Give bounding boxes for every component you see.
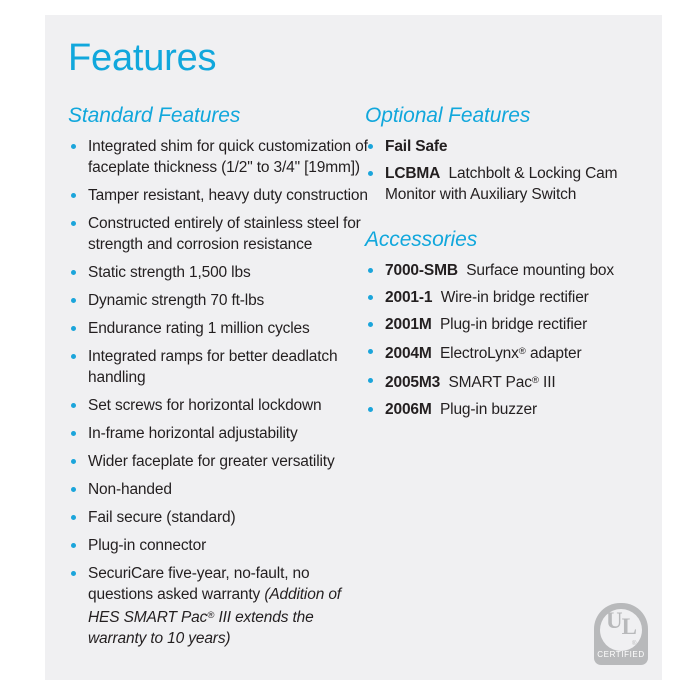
item-description: Plug-in bridge rectifier bbox=[439, 316, 588, 333]
bullet-dot-icon bbox=[71, 326, 76, 331]
list-item bbox=[68, 185, 368, 206]
list-item bbox=[365, 163, 655, 205]
list-item bbox=[365, 260, 655, 281]
list-item bbox=[68, 535, 368, 556]
item-description: Plug-in buzzer bbox=[439, 401, 537, 419]
warranty-note-after: III extends the warranty to 10 years) bbox=[88, 609, 314, 648]
bullet-dot-icon bbox=[71, 354, 76, 359]
list-item bbox=[68, 290, 368, 311]
bullet-dot-icon bbox=[368, 407, 373, 412]
optional-features-heading: Optional Features bbox=[365, 104, 531, 127]
item-code: 2001M bbox=[385, 316, 432, 333]
list-item bbox=[68, 262, 368, 283]
list-item bbox=[68, 136, 368, 178]
item-description: Wire-in bridge rectifier bbox=[440, 289, 589, 306]
item-code: 2001-1 bbox=[385, 289, 433, 306]
optional-accessories-column bbox=[365, 103, 655, 426]
item-description-before: SMART Pac bbox=[448, 374, 532, 392]
bullet-dot-icon bbox=[368, 268, 373, 273]
bullet-dot-icon bbox=[368, 171, 373, 176]
bullet-dot-icon bbox=[71, 515, 76, 520]
ul-letter-l: L bbox=[621, 614, 636, 639]
content-panel bbox=[45, 15, 662, 680]
list-item-text: Dynamic strength 70 ft-lbs bbox=[88, 292, 265, 309]
list-item bbox=[365, 341, 655, 364]
bullet-dot-icon bbox=[71, 193, 76, 198]
item-code: 2006M bbox=[385, 401, 432, 419]
list-item-text: Plug-in connector bbox=[88, 537, 207, 554]
list-item-text: Integrated shim for quick customization of faceplate thickness (1/2" to 3/4" [19mm]) bbox=[88, 138, 368, 176]
list-item bbox=[68, 479, 368, 500]
bullet-dot-icon bbox=[71, 298, 76, 303]
list-item-text: Fail secure (standard) bbox=[88, 509, 236, 526]
warranty-note-before: (Addition of HES SMART Pac bbox=[88, 586, 341, 627]
list-item bbox=[68, 451, 368, 472]
bullet-dot-icon bbox=[71, 459, 76, 464]
ul-certified-label: CERTIFIED bbox=[597, 650, 645, 659]
list-item bbox=[68, 318, 368, 339]
ul-letter-u: U bbox=[606, 608, 622, 633]
list-item bbox=[365, 370, 655, 393]
item-description-before: ElectroLynx bbox=[439, 345, 519, 363]
accessories-heading: Accessories bbox=[365, 228, 478, 251]
list-item bbox=[68, 346, 368, 388]
list-item-text: Constructed entirely of stainless steel for strength and corrosion resistance bbox=[88, 215, 361, 253]
item-code: 2005M3 bbox=[385, 374, 441, 392]
list-item bbox=[68, 423, 368, 444]
bullet-dot-icon bbox=[71, 571, 76, 576]
optional-features-list bbox=[365, 136, 655, 205]
registered-icon: ® bbox=[531, 375, 539, 387]
list-item bbox=[365, 136, 655, 157]
bullet-dot-icon bbox=[368, 378, 373, 383]
list-item bbox=[68, 395, 368, 416]
list-item-text: Non-handed bbox=[88, 481, 172, 498]
list-item bbox=[68, 507, 368, 528]
list-item-text: Tamper resistant, heavy duty construction bbox=[88, 187, 368, 204]
list-item-text: Integrated ramps for better deadlatch handling bbox=[88, 348, 338, 386]
standard-features-column bbox=[68, 103, 368, 656]
bullet-dot-icon bbox=[368, 144, 373, 149]
list-item-text: Endurance rating 1 million cycles bbox=[88, 320, 310, 337]
bullet-dot-icon bbox=[71, 487, 76, 492]
list-item-warranty bbox=[68, 563, 368, 649]
bullet-dot-icon bbox=[71, 221, 76, 226]
registered-icon: ® bbox=[518, 346, 526, 357]
list-item-text: Static strength 1,500 lbs bbox=[88, 264, 251, 281]
item-code: 7000-SMB bbox=[385, 262, 458, 279]
item-code: 2004M bbox=[385, 345, 432, 363]
standard-features-heading: Standard Features bbox=[68, 104, 241, 127]
page-title: Features bbox=[68, 37, 217, 79]
bullet-dot-icon bbox=[71, 270, 76, 275]
bullet-dot-icon bbox=[368, 322, 373, 327]
standard-features-list bbox=[68, 136, 368, 649]
bullet-dot-icon bbox=[368, 295, 373, 300]
list-item-text: Wider faceplate for greater versatility bbox=[88, 453, 335, 470]
ul-certified-logo-icon bbox=[594, 603, 648, 665]
ul-letters bbox=[594, 608, 648, 639]
item-description-after: III bbox=[538, 374, 556, 392]
ul-registered-icon: ® bbox=[632, 641, 637, 647]
item-description: Latchbolt & Locking Cam Monitor with Auxiliary Switch bbox=[385, 165, 618, 203]
list-item-text: In-frame horizontal adjustability bbox=[88, 425, 298, 442]
bullet-dot-icon bbox=[71, 543, 76, 548]
list-item bbox=[365, 399, 655, 420]
bullet-dot-icon bbox=[71, 431, 76, 436]
list-item bbox=[68, 213, 368, 255]
item-description-after: adapter bbox=[525, 345, 582, 363]
item-description: Surface mounting box bbox=[466, 262, 615, 279]
list-item bbox=[365, 314, 655, 335]
bullet-dot-icon bbox=[71, 403, 76, 408]
item-code: Fail Safe bbox=[385, 138, 448, 155]
bullet-dot-icon bbox=[368, 349, 373, 354]
bullet-dot-icon bbox=[71, 144, 76, 149]
list-item-text: Set screws for horizontal lockdown bbox=[88, 397, 322, 414]
list-item bbox=[365, 287, 655, 308]
accessories-list bbox=[365, 260, 655, 420]
registered-icon: ® bbox=[207, 610, 215, 621]
warranty-main-text: SecuriCare five-year, no-fault, no questions asked warranty bbox=[88, 565, 310, 603]
item-code: LCBMA bbox=[385, 165, 441, 182]
